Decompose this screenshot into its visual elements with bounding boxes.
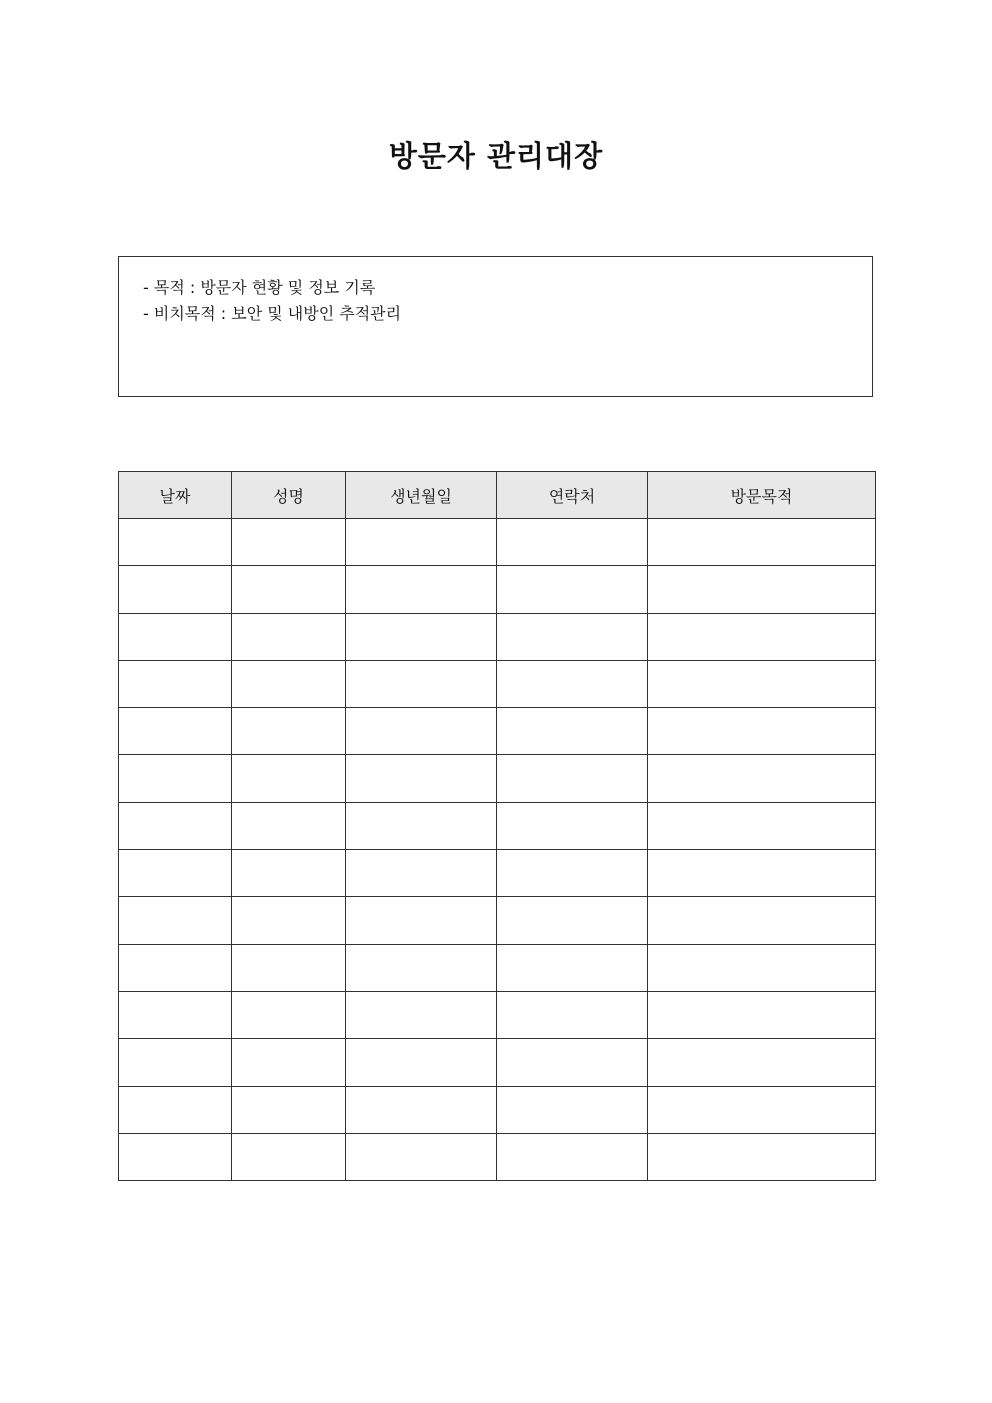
date-cell[interactable] [119,897,232,944]
table-body [119,519,876,1181]
table-row [119,519,876,566]
visit-purpose-cell[interactable] [648,566,876,613]
table-row [119,897,876,944]
name-cell[interactable] [232,613,346,660]
birthdate-cell[interactable] [346,802,497,849]
table-row [119,1133,876,1180]
contact-cell[interactable] [497,660,648,707]
table-header-row [119,472,876,519]
header-name: 성명 [232,472,346,519]
contact-cell[interactable] [497,1086,648,1133]
birthdate-cell[interactable] [346,991,497,1038]
table-row [119,1039,876,1086]
name-cell[interactable] [232,1086,346,1133]
date-cell[interactable] [119,755,232,802]
birthdate-cell[interactable] [346,1133,497,1180]
visit-purpose-cell[interactable] [648,613,876,660]
birthdate-cell[interactable] [346,850,497,897]
name-cell[interactable] [232,897,346,944]
contact-cell[interactable] [497,708,648,755]
name-cell[interactable] [232,850,346,897]
table-row [119,755,876,802]
name-cell[interactable] [232,991,346,1038]
birthdate-cell[interactable] [346,1039,497,1086]
contact-cell[interactable] [497,802,648,849]
contact-cell[interactable] [497,566,648,613]
visit-purpose-cell[interactable] [648,991,876,1038]
visit-purpose-cell[interactable] [648,1086,876,1133]
date-cell[interactable] [119,1133,232,1180]
table-row [119,944,876,991]
birthdate-cell[interactable] [346,944,497,991]
table-row [119,991,876,1038]
contact-cell[interactable] [497,613,648,660]
date-cell[interactable] [119,1039,232,1086]
visit-purpose-cell[interactable] [648,755,876,802]
table-row [119,1086,876,1133]
visit-purpose-cell[interactable] [648,708,876,755]
birthdate-cell[interactable] [346,519,497,566]
table-row [119,850,876,897]
purpose-line: - 목적 : 방문자 현황 및 정보 기록 [143,278,376,297]
page-title: 방문자 관리대장 [388,139,604,173]
name-cell[interactable] [232,519,346,566]
contact-cell[interactable] [497,1133,648,1180]
contact-cell[interactable] [497,850,648,897]
date-cell[interactable] [119,991,232,1038]
contact-cell[interactable] [497,991,648,1038]
contact-cell[interactable] [497,944,648,991]
table-row [119,613,876,660]
visit-purpose-cell[interactable] [648,1039,876,1086]
header-birthdate: 생년월일 [346,472,497,519]
contact-cell[interactable] [497,755,648,802]
storage-purpose-line: - 비치목적 : 보안 및 내방인 추적관리 [143,304,402,323]
header-contact: 연락처 [497,472,648,519]
name-cell[interactable] [232,1133,346,1180]
birthdate-cell[interactable] [346,1086,497,1133]
table-row [119,566,876,613]
visit-purpose-cell[interactable] [648,944,876,991]
date-cell[interactable] [119,519,232,566]
birthdate-cell[interactable] [346,897,497,944]
visit-purpose-cell[interactable] [648,897,876,944]
birthdate-cell[interactable] [346,755,497,802]
visit-purpose-cell[interactable] [648,802,876,849]
birthdate-cell[interactable] [346,613,497,660]
visit-purpose-cell[interactable] [648,519,876,566]
name-cell[interactable] [232,1039,346,1086]
visit-purpose-cell[interactable] [648,660,876,707]
name-cell[interactable] [232,660,346,707]
table-row [119,660,876,707]
date-cell[interactable] [119,660,232,707]
birthdate-cell[interactable] [346,660,497,707]
date-cell[interactable] [119,708,232,755]
date-cell[interactable] [119,802,232,849]
name-cell[interactable] [232,802,346,849]
header-visit-purpose: 방문목적 [648,472,876,519]
date-cell[interactable] [119,613,232,660]
name-cell[interactable] [232,755,346,802]
date-cell[interactable] [119,1086,232,1133]
table-row [119,708,876,755]
header-date: 날짜 [119,472,232,519]
birthdate-cell[interactable] [346,566,497,613]
visitor-log-table [118,471,876,1181]
date-cell[interactable] [119,566,232,613]
visit-purpose-cell[interactable] [648,1133,876,1180]
visit-purpose-cell[interactable] [648,850,876,897]
date-cell[interactable] [119,850,232,897]
contact-cell[interactable] [497,519,648,566]
info-box [118,256,873,397]
date-cell[interactable] [119,944,232,991]
name-cell[interactable] [232,708,346,755]
birthdate-cell[interactable] [346,708,497,755]
contact-cell[interactable] [497,1039,648,1086]
name-cell[interactable] [232,566,346,613]
table-row [119,802,876,849]
contact-cell[interactable] [497,897,648,944]
name-cell[interactable] [232,944,346,991]
info-lines [143,275,401,327]
